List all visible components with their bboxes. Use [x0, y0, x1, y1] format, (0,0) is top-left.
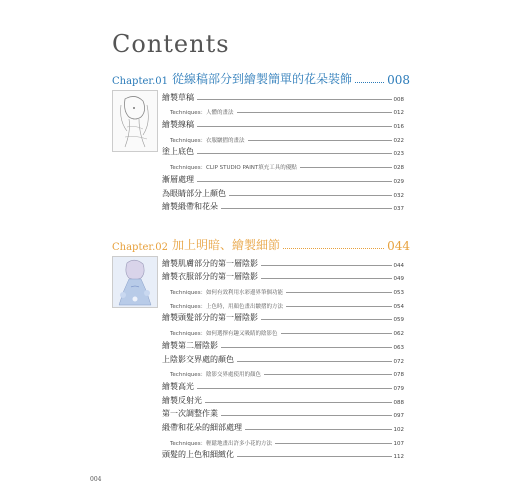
toc-entry-title: 漸層處理 — [162, 174, 194, 184]
page-title: Contents — [112, 30, 230, 58]
toc-entry-page: 078 — [393, 372, 404, 379]
toc-entry — [162, 255, 404, 269]
toc-entry-page: 044 — [393, 262, 404, 269]
toc-entry-page: 053 — [393, 290, 404, 297]
toc-leader-line — [286, 306, 391, 307]
chapter-01-page: 008 — [387, 73, 410, 87]
toc-entry-page: 088 — [393, 399, 404, 406]
chapter-01-thumbnail — [112, 90, 158, 152]
toc-subentry — [162, 433, 404, 447]
toc-entry-page: 008 — [393, 96, 404, 103]
toc-leader-line — [237, 456, 392, 457]
toc-subentry — [162, 282, 404, 296]
chapter-02-thumbnail — [112, 256, 158, 308]
chapter-01-leader — [355, 82, 384, 83]
chapter-02-title: 加上明暗、繪製細節 — [171, 238, 280, 252]
chapter-02-leader — [283, 248, 384, 249]
chapter-01-title: 從線稿部分到繪製簡單的花朵裝飾 — [171, 72, 352, 86]
toc-entry-title: Techniques：陰影交界處使用的顏色 — [170, 372, 262, 379]
toc-leader-line — [197, 153, 392, 154]
toc-entry — [162, 447, 404, 461]
toc-entry — [162, 116, 404, 130]
toc-leader-line — [197, 388, 392, 389]
toc-subentry — [162, 365, 404, 379]
toc-entry-title: 為眼睛部分上顏色 — [162, 188, 226, 198]
toc-leader-line — [221, 347, 392, 348]
toc-entry-title: 繪製緞帶和花朵 — [162, 202, 218, 212]
chapter-02-page: 044 — [387, 239, 410, 253]
toc-entry — [162, 199, 404, 213]
toc-entry-page: 028 — [393, 165, 404, 172]
toc-entry-page: 059 — [393, 317, 404, 324]
toc-leader-line — [261, 278, 392, 279]
toc-subentry — [162, 157, 404, 171]
toc-entry-page: 054 — [393, 303, 404, 310]
toc-subentry — [162, 323, 404, 337]
toc-entry — [162, 351, 404, 365]
toc-entry-title: Techniques：衣服皺摺的畫法 — [170, 137, 245, 144]
toc-entry — [162, 419, 404, 433]
toc-leader-line — [248, 140, 392, 141]
toc-entry-page: 097 — [393, 413, 404, 420]
toc-leader-line — [245, 429, 392, 430]
chapter-02-heading — [112, 236, 410, 253]
toc-leader-line — [286, 292, 391, 293]
chapter-01-entries — [162, 89, 404, 212]
toc-subentry — [162, 103, 404, 117]
toc-entry-page: 032 — [393, 192, 404, 199]
toc-entry-title: 繪製衣服部分的第一層陰影 — [162, 272, 258, 282]
toc-entry — [162, 310, 404, 324]
toc-entry-page: 063 — [393, 344, 404, 351]
toc-entry-page: 072 — [393, 358, 404, 365]
toc-entry-page: 022 — [393, 137, 404, 144]
toc-subentry — [162, 130, 404, 144]
toc-leader-line — [205, 402, 392, 403]
toc-entry-page: 112 — [393, 454, 404, 461]
toc-leader-line — [275, 443, 391, 444]
toc-entry — [162, 89, 404, 103]
toc-entry-title: Techniques：如何有效利用水彩邊界筆個功能 — [170, 290, 284, 297]
toc-entry — [162, 392, 404, 406]
toc-entry-title: 緞帶和花朵的細部處理 — [162, 422, 242, 432]
toc-entry — [162, 406, 404, 420]
toc-entry-title: Techniques：人體的畫法 — [170, 110, 234, 117]
toc-entry-page: 029 — [393, 178, 404, 185]
toc-leader-line — [237, 361, 392, 362]
toc-leader-line — [261, 265, 392, 266]
toc-leader-line — [221, 208, 392, 209]
toc-leader-line — [221, 415, 392, 416]
chapter-01-label: Chapter.01 — [112, 76, 168, 87]
toc-entry-title: 第一次調整作業 — [162, 409, 218, 419]
toc-entry-title: 頭髮的上色和細緻化 — [162, 450, 234, 460]
toc-entry — [162, 171, 404, 185]
toc-entry-title: Techniques：輕鬆地畫出許多小花的方法 — [170, 440, 273, 447]
toc-entry-title: Techniques：上色時，用顏色畫出皺摺的方法 — [170, 303, 284, 310]
toc-entry — [162, 269, 404, 283]
toc-leader-line — [261, 319, 392, 320]
toc-entry-title: 繪製高光 — [162, 381, 194, 391]
toc-entry-page: 079 — [393, 385, 404, 392]
toc-entry-page: 102 — [393, 426, 404, 433]
toc-leader-line — [197, 99, 392, 100]
toc-entry — [162, 337, 404, 351]
toc-entry — [162, 378, 404, 392]
toc-entry-page: 037 — [393, 206, 404, 213]
toc-entry-page: 023 — [393, 151, 404, 158]
toc-leader-line — [229, 195, 392, 196]
toc-leader-line — [197, 126, 392, 127]
toc-entry-title: 繪製第二層陰影 — [162, 340, 218, 350]
toc-entry-title: 繪製線稿 — [162, 120, 194, 130]
toc-entry-title: Techniques：CLIP STUDIO PAINT填充工具的優點 — [170, 165, 297, 172]
toc-entry — [162, 185, 404, 199]
toc-entry-title: 上陰影交界處的顏色 — [162, 354, 234, 364]
toc-entry-page: 012 — [393, 110, 404, 117]
toc-entry-title: 繪製反射光 — [162, 395, 202, 405]
toc-entry-page: 016 — [393, 124, 404, 131]
toc-leader-line — [264, 374, 391, 375]
toc-entry-title: Techniques：如何選擇有趣又吸睛的陰影色 — [170, 331, 278, 338]
toc-entry-title: 塗上底色 — [162, 147, 194, 157]
toc-entry-title: 繪製草稿 — [162, 92, 194, 102]
chapter-01-heading — [112, 70, 410, 87]
toc-entry-page: 049 — [393, 276, 404, 283]
toc-subentry — [162, 296, 404, 310]
toc-leader-line — [237, 112, 392, 113]
toc-leader-line — [281, 333, 392, 334]
page-number: 004 — [90, 476, 102, 483]
toc-entry-page: 107 — [393, 440, 404, 447]
toc-entry-title: 繪製肌膚部分的第一層陰影 — [162, 258, 258, 268]
toc-entry — [162, 144, 404, 158]
chapter-02-entries — [162, 255, 404, 460]
toc-leader-line — [300, 167, 392, 168]
toc-entry-title: 繪製頭髮部分的第一層陰影 — [162, 313, 258, 323]
toc-entry-page: 062 — [393, 331, 404, 338]
chapter-02-label: Chapter.02 — [112, 242, 168, 253]
toc-leader-line — [197, 181, 392, 182]
